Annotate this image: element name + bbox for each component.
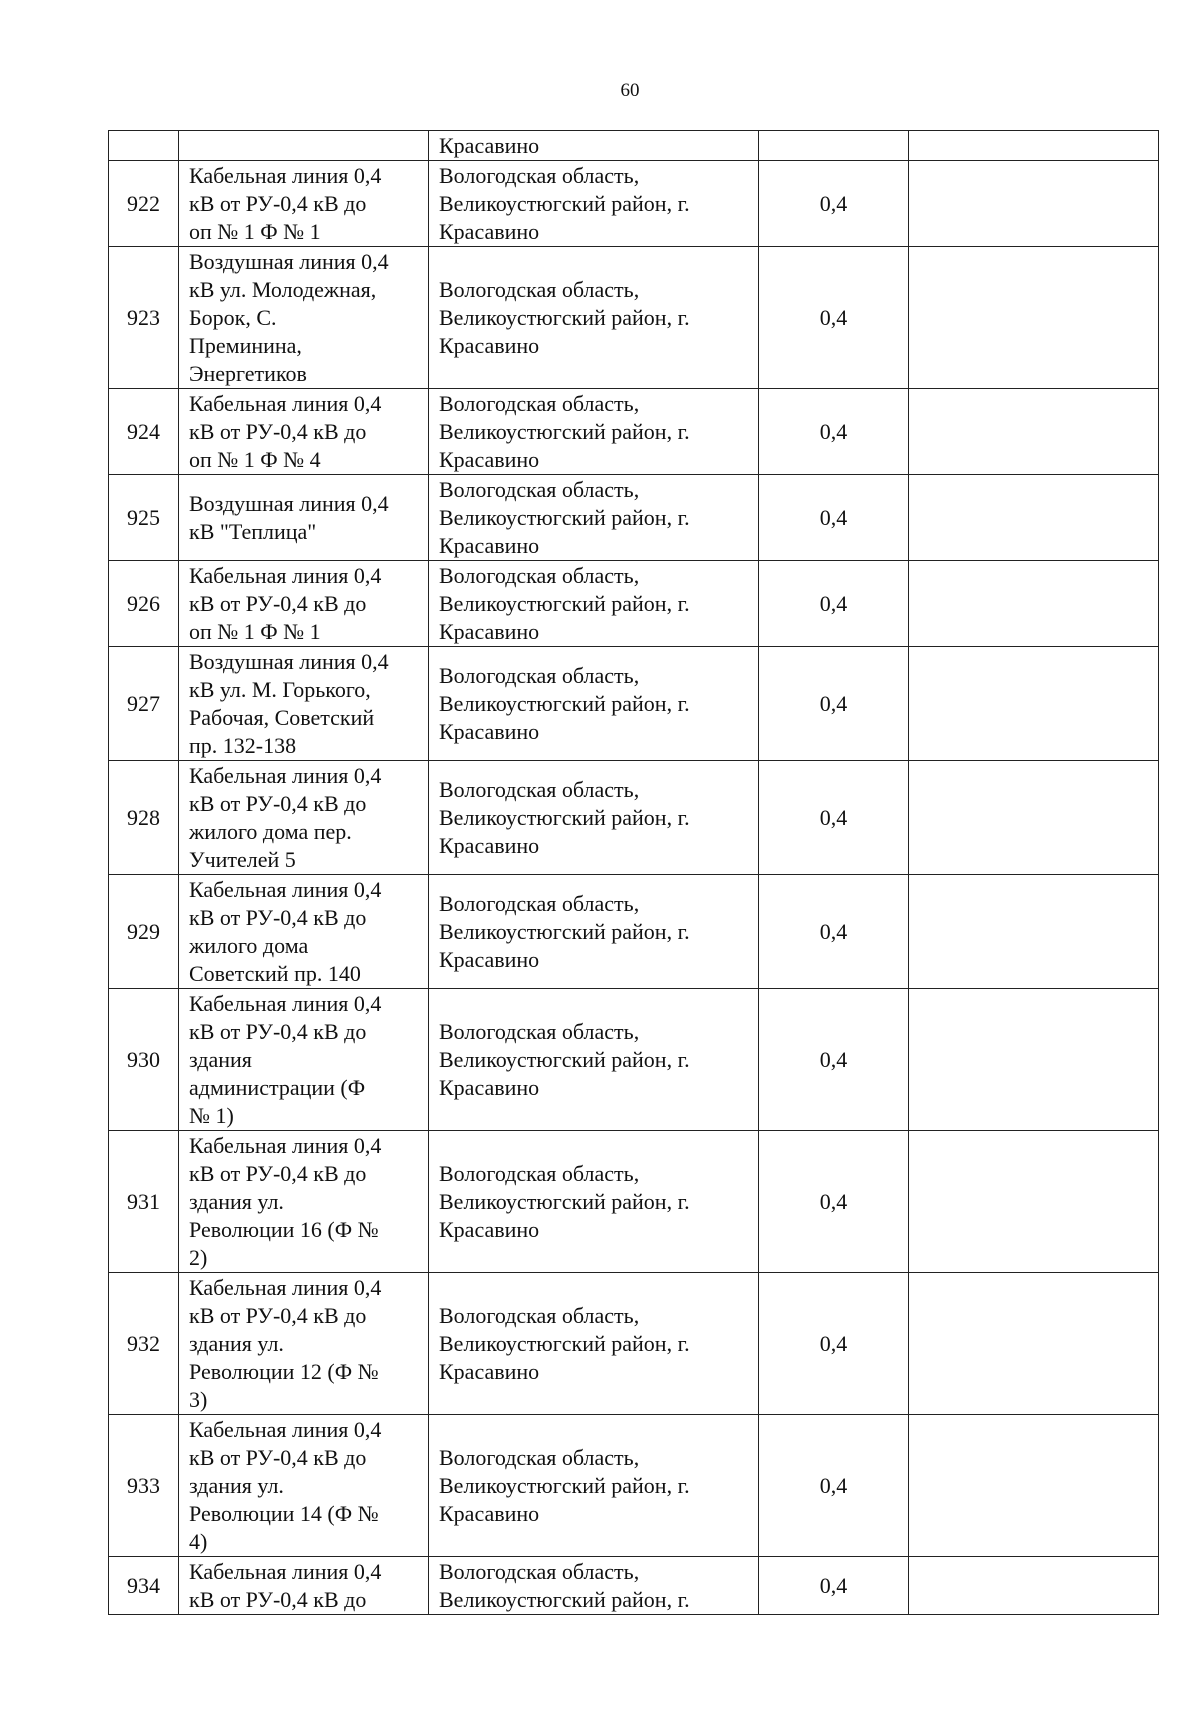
address-line: Вологодская область, bbox=[439, 391, 640, 416]
table-row bbox=[109, 1273, 1159, 1415]
voltage-cell: 0,4 bbox=[759, 1131, 909, 1273]
voltage-cell: 0,4 bbox=[759, 1557, 909, 1615]
table-row bbox=[109, 475, 1159, 561]
row-number-cell: 931 bbox=[109, 1131, 179, 1273]
line-name-text: Революции 14 (Ф № bbox=[189, 1501, 379, 1526]
line-name-text: пр. 132-138 bbox=[189, 733, 297, 758]
table-row bbox=[109, 389, 1159, 475]
line-name-cell bbox=[179, 1557, 429, 1615]
row-number-cell: 923 bbox=[109, 247, 179, 389]
address-line: Великоустюгский район, г. bbox=[439, 1047, 690, 1072]
line-name-text: здания bbox=[189, 1047, 252, 1072]
line-name-cell bbox=[179, 161, 429, 247]
address-line: Великоустюгский район, г. bbox=[439, 1189, 690, 1214]
address-line: Великоустюгский район, г. bbox=[439, 805, 690, 830]
row-number-cell: 925 bbox=[109, 475, 179, 561]
address-line: Красавино bbox=[439, 619, 540, 644]
extra-cell bbox=[909, 389, 1159, 475]
address-cell bbox=[429, 247, 759, 389]
address-cell bbox=[429, 875, 759, 989]
line-name-text: Кабельная линия 0,4 bbox=[189, 1275, 382, 1300]
line-name-text: здания ул. bbox=[189, 1473, 284, 1498]
line-name-text: кВ от РУ-0,4 кВ до bbox=[189, 1587, 367, 1612]
row-number-cell: 926 bbox=[109, 561, 179, 647]
extra-cell bbox=[909, 131, 1159, 161]
line-name-text: кВ от РУ-0,4 кВ до bbox=[189, 191, 367, 216]
row-number-cell: 930 bbox=[109, 989, 179, 1131]
address-cell bbox=[429, 1557, 759, 1615]
line-name-text: Кабельная линия 0,4 bbox=[189, 163, 382, 188]
line-name-text: Кабельная линия 0,4 bbox=[189, 763, 382, 788]
extra-cell bbox=[909, 247, 1159, 389]
address-line: Красавино bbox=[439, 947, 540, 972]
line-name-text: Кабельная линия 0,4 bbox=[189, 1133, 382, 1158]
address-line: Великоустюгский район, г. bbox=[439, 191, 690, 216]
voltage-cell: 0,4 bbox=[759, 647, 909, 761]
voltage-cell: 0,4 bbox=[759, 561, 909, 647]
row-number-cell: 928 bbox=[109, 761, 179, 875]
line-name-text: жилого дома пер. bbox=[189, 819, 352, 844]
line-name-text: кВ от РУ-0,4 кВ до bbox=[189, 419, 367, 444]
line-name-cell bbox=[179, 131, 429, 161]
line-name-text: оп № 1 Ф № 1 bbox=[189, 619, 321, 644]
address-cell bbox=[429, 1415, 759, 1557]
line-name-cell bbox=[179, 389, 429, 475]
line-name-text: кВ от РУ-0,4 кВ до bbox=[189, 1303, 367, 1328]
address-line: Красавино bbox=[439, 133, 540, 158]
row-number-cell: 922 bbox=[109, 161, 179, 247]
table-body bbox=[109, 131, 1159, 1615]
line-name-text: Революции 16 (Ф № bbox=[189, 1217, 379, 1242]
row-number-cell: 927 bbox=[109, 647, 179, 761]
address-line: Вологодская область, bbox=[439, 163, 640, 188]
address-line: Вологодская область, bbox=[439, 891, 640, 916]
address-line: Вологодская область, bbox=[439, 1161, 640, 1186]
line-name-text: Кабельная линия 0,4 bbox=[189, 991, 382, 1016]
voltage-cell: 0,4 bbox=[759, 475, 909, 561]
address-line: Вологодская область, bbox=[439, 663, 640, 688]
table-row-continuation bbox=[109, 131, 1159, 161]
address-line: Великоустюгский район, г. bbox=[439, 691, 690, 716]
line-name-text: Кабельная линия 0,4 bbox=[189, 391, 382, 416]
page-number: 60 bbox=[620, 80, 640, 101]
extra-cell bbox=[909, 761, 1159, 875]
address-cell bbox=[429, 475, 759, 561]
line-name-text: администрации (Ф bbox=[189, 1075, 366, 1100]
address-line: Великоустюгский район, г. bbox=[439, 1331, 690, 1356]
line-name-text: здания ул. bbox=[189, 1331, 284, 1356]
voltage-cell: 0,4 bbox=[759, 761, 909, 875]
extra-cell bbox=[909, 989, 1159, 1131]
address-line: Вологодская область, bbox=[439, 277, 640, 302]
line-name-text: кВ ул. М. Горького, bbox=[189, 677, 371, 702]
extra-cell bbox=[909, 1415, 1159, 1557]
line-name-cell bbox=[179, 561, 429, 647]
table-row bbox=[109, 989, 1159, 1131]
extra-cell bbox=[909, 875, 1159, 989]
line-name-text: кВ от РУ-0,4 кВ до bbox=[189, 791, 367, 816]
line-name-cell bbox=[179, 761, 429, 875]
address-line: Великоустюгский район, г. bbox=[439, 1587, 690, 1612]
extra-cell bbox=[909, 647, 1159, 761]
table-row bbox=[109, 161, 1159, 247]
address-line: Великоустюгский район, г. bbox=[439, 591, 690, 616]
address-cell bbox=[429, 1131, 759, 1273]
row-number-cell: 924 bbox=[109, 389, 179, 475]
address-line: Красавино bbox=[439, 333, 540, 358]
voltage-cell: 0,4 bbox=[759, 247, 909, 389]
voltage-cell: 0,4 bbox=[759, 989, 909, 1131]
row-number-cell bbox=[109, 131, 179, 161]
line-name-text: Энергетиков bbox=[189, 361, 307, 386]
table-row bbox=[109, 561, 1159, 647]
voltage-cell: 0,4 bbox=[759, 389, 909, 475]
line-name-text: Кабельная линия 0,4 bbox=[189, 1417, 382, 1442]
line-name-text: Воздушная линия 0,4 bbox=[189, 649, 389, 674]
line-name-text: Кабельная линия 0,4 bbox=[189, 877, 382, 902]
address-line: Великоустюгский район, г. bbox=[439, 305, 690, 330]
address-line: Вологодская область, bbox=[439, 1303, 640, 1328]
table-row bbox=[109, 761, 1159, 875]
line-name-cell bbox=[179, 1131, 429, 1273]
address-line: Вологодская область, bbox=[439, 1019, 640, 1044]
power-lines-table bbox=[108, 130, 1159, 1615]
line-name-cell bbox=[179, 475, 429, 561]
address-line: Вологодская область, bbox=[439, 563, 640, 588]
line-name-text: кВ от РУ-0,4 кВ до bbox=[189, 1445, 367, 1470]
address-cell bbox=[429, 647, 759, 761]
line-name-cell bbox=[179, 1415, 429, 1557]
address-line: Великоустюгский район, г. bbox=[439, 1473, 690, 1498]
table-row bbox=[109, 1131, 1159, 1273]
address-line: Вологодская область, bbox=[439, 777, 640, 802]
line-name-text: кВ ул. Молодежная, bbox=[189, 277, 377, 302]
line-name-text: Воздушная линия 0,4 bbox=[189, 491, 389, 516]
line-name-text: оп № 1 Ф № 1 bbox=[189, 219, 321, 244]
address-cell bbox=[429, 989, 759, 1131]
address-line: Вологодская область, bbox=[439, 1445, 640, 1470]
line-name-text: кВ от РУ-0,4 кВ до bbox=[189, 905, 367, 930]
line-name-cell bbox=[179, 875, 429, 989]
line-name-text: жилого дома bbox=[189, 933, 309, 958]
extra-cell bbox=[909, 1131, 1159, 1273]
line-name-text: оп № 1 Ф № 4 bbox=[189, 447, 321, 472]
line-name-text: Воздушная линия 0,4 bbox=[189, 249, 389, 274]
address-line: Красавино bbox=[439, 533, 540, 558]
row-number-cell: 934 bbox=[109, 1557, 179, 1615]
row-number-cell: 929 bbox=[109, 875, 179, 989]
line-name-text: 4) bbox=[189, 1529, 208, 1554]
address-line: Красавино bbox=[439, 719, 540, 744]
row-number-cell: 932 bbox=[109, 1273, 179, 1415]
voltage-cell: 0,4 bbox=[759, 1415, 909, 1557]
line-name-text: 2) bbox=[189, 1245, 208, 1270]
extra-cell bbox=[909, 161, 1159, 247]
line-name-text: № 1) bbox=[189, 1103, 234, 1128]
voltage-cell bbox=[759, 131, 909, 161]
line-name-text: кВ от РУ-0,4 кВ до bbox=[189, 1019, 367, 1044]
line-name-text: Преминина, bbox=[189, 333, 302, 358]
line-name-cell bbox=[179, 647, 429, 761]
address-line: Великоустюгский район, г. bbox=[439, 419, 690, 444]
address-line: Красавино bbox=[439, 447, 540, 472]
line-name-text: Борок, С. bbox=[189, 305, 277, 330]
extra-cell bbox=[909, 1557, 1159, 1615]
line-name-text: Кабельная линия 0,4 bbox=[189, 563, 382, 588]
address-line: Красавино bbox=[439, 1359, 540, 1384]
address-cell bbox=[429, 1273, 759, 1415]
table-row bbox=[109, 247, 1159, 389]
address-line: Великоустюгский район, г. bbox=[439, 505, 690, 530]
line-name-text: кВ "Теплица" bbox=[189, 519, 317, 544]
voltage-cell: 0,4 bbox=[759, 161, 909, 247]
address-cell bbox=[429, 561, 759, 647]
line-name-text: 3) bbox=[189, 1387, 208, 1412]
line-name-text: здания ул. bbox=[189, 1189, 284, 1214]
address-line: Красавино bbox=[439, 1501, 540, 1526]
line-name-text: Революции 12 (Ф № bbox=[189, 1359, 379, 1384]
address-line: Красавино bbox=[439, 1075, 540, 1100]
line-name-text: Советский пр. 140 bbox=[189, 961, 361, 986]
address-cell bbox=[429, 131, 759, 161]
address-cell bbox=[429, 389, 759, 475]
extra-cell bbox=[909, 475, 1159, 561]
line-name-text: Учителей 5 bbox=[189, 847, 296, 872]
table-row bbox=[109, 1415, 1159, 1557]
line-name-cell bbox=[179, 1273, 429, 1415]
table-row bbox=[109, 1557, 1159, 1615]
table-row bbox=[109, 875, 1159, 989]
voltage-cell: 0,4 bbox=[759, 1273, 909, 1415]
address-cell bbox=[429, 161, 759, 247]
extra-cell bbox=[909, 1273, 1159, 1415]
row-number-cell: 933 bbox=[109, 1415, 179, 1557]
extra-cell bbox=[909, 561, 1159, 647]
address-line: Великоустюгский район, г. bbox=[439, 919, 690, 944]
address-line: Вологодская область, bbox=[439, 477, 640, 502]
line-name-text: кВ от РУ-0,4 кВ до bbox=[189, 591, 367, 616]
line-name-text: Кабельная линия 0,4 bbox=[189, 1559, 382, 1584]
address-line: Красавино bbox=[439, 1217, 540, 1242]
address-line: Вологодская область, bbox=[439, 1559, 640, 1584]
address-cell bbox=[429, 761, 759, 875]
line-name-text: кВ от РУ-0,4 кВ до bbox=[189, 1161, 367, 1186]
line-name-cell bbox=[179, 989, 429, 1131]
address-line: Красавино bbox=[439, 219, 540, 244]
voltage-cell: 0,4 bbox=[759, 875, 909, 989]
line-name-cell bbox=[179, 247, 429, 389]
address-line: Красавино bbox=[439, 833, 540, 858]
line-name-text: Рабочая, Советский bbox=[189, 705, 375, 730]
table-row bbox=[109, 647, 1159, 761]
